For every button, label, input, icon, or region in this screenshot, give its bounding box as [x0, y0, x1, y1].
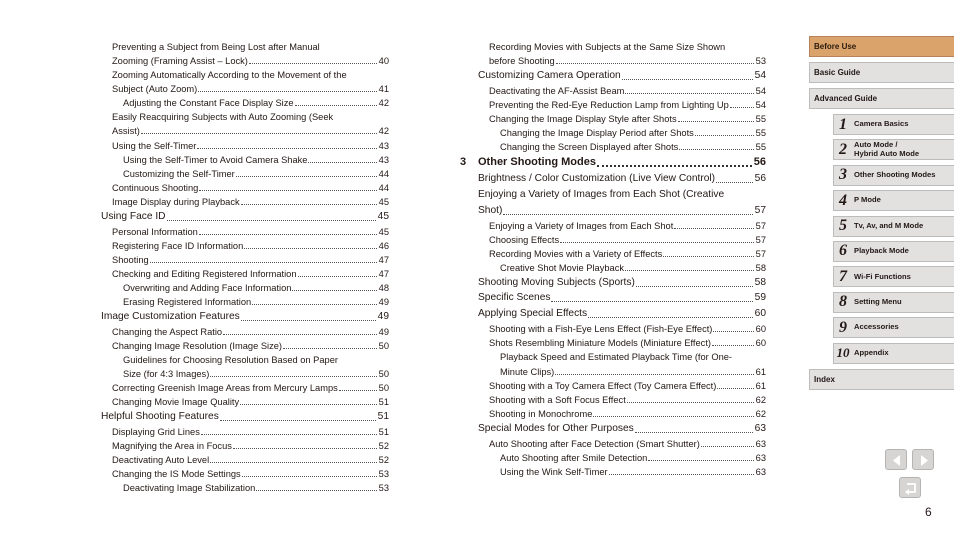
toc-entry-title: Brightness / Color Customization (Live View Control) [478, 173, 716, 185]
dot-leader [560, 242, 754, 243]
toc-page-number: 60 [754, 308, 766, 320]
toc-entry[interactable] [478, 233, 766, 247]
dot-leader [292, 290, 376, 291]
toc-page-number: 51 [378, 397, 389, 408]
toc-page-number: 62 [755, 408, 766, 419]
toc-entry[interactable] [478, 247, 766, 261]
dot-leader [555, 374, 753, 375]
toc-entry-title: Using the Self-Timer to Avoid Camera Shake [123, 154, 308, 165]
arrow-left-icon [886, 450, 908, 471]
toc-entry[interactable] [101, 339, 389, 353]
toc-entry-title: Changing the Image Display Period after Shots [500, 128, 694, 139]
nav-chapter-label: Camera Basics [854, 119, 909, 129]
toc-page-number: 54 [754, 69, 766, 81]
toc-page-number: 55 [755, 128, 766, 139]
toc-entry-title: Applying Special Effects [478, 308, 588, 320]
toc-entry[interactable] [460, 154, 766, 171]
nav-chapter-label: Wi-Fi Functions [854, 271, 911, 281]
toc-entry-title: Minute Clips) [500, 366, 555, 377]
toc-page-number: 45 [378, 196, 389, 207]
dot-leader [625, 93, 753, 94]
toc-page-number: 49 [378, 296, 389, 307]
toc-entry-title: Helpful Shooting Features [101, 410, 219, 422]
chapter-number: 3 [460, 156, 467, 169]
toc-entry-title: Changing Movie Image Quality [112, 397, 240, 408]
toc-entry[interactable] [478, 451, 766, 465]
toc-page-number: 62 [755, 394, 766, 405]
toc-entry[interactable] [101, 209, 389, 225]
dot-leader [283, 348, 377, 349]
toc-page-number: 42 [378, 98, 389, 109]
toc-entry-title: Creative Shot Movie Playback [500, 262, 625, 273]
toc-page-number: 40 [378, 56, 389, 67]
toc-page-number: 47 [378, 254, 389, 265]
dot-leader [249, 63, 377, 64]
toc-entry-title: Image Customization Features [101, 310, 240, 322]
toc-entry-title: Adjusting the Constant Face Display Size [123, 98, 294, 109]
toc-page-number: 49 [378, 326, 389, 337]
toc-entry[interactable] [101, 124, 389, 138]
toc-entry[interactable] [478, 364, 766, 378]
nav-chapter-10[interactable] [833, 343, 954, 364]
toc-page-number: 60 [755, 338, 766, 349]
toc-entry-title: Specific Scenes [478, 292, 551, 304]
dot-leader [220, 420, 376, 421]
chapter-number-icon: 4 [839, 191, 847, 209]
toc-page-number: 56 [753, 156, 766, 169]
toc-entry[interactable] [478, 379, 766, 393]
toc-entry[interactable] [101, 395, 389, 409]
toc-entry-title: Shooting in Monochrome [489, 408, 593, 419]
toc-page-number: 57 [755, 248, 766, 259]
toc-page-number: 48 [378, 282, 389, 293]
dot-leader [210, 376, 376, 377]
toc-page-number: 57 [755, 234, 766, 245]
dot-leader [339, 390, 377, 391]
toc-entry[interactable] [478, 98, 766, 112]
toc-entry-title: Correcting Greenish Image Areas from Mercury Lamps [112, 383, 338, 394]
dot-leader [242, 476, 377, 477]
toc-entry-title: Deactivating Image Stabilization [123, 483, 256, 494]
dot-leader [503, 214, 752, 215]
nav-chapter-label: P Mode [854, 195, 881, 205]
toc-entry[interactable] [478, 291, 766, 307]
toc-entry[interactable] [101, 253, 389, 267]
dot-leader [308, 162, 376, 163]
toc-page-number: 50 [378, 368, 389, 379]
toc-entry-title: Enjoying a Variety of Images from Each Shot [489, 220, 674, 231]
toc-entry[interactable] [101, 167, 389, 181]
toc-page-number: 46 [378, 240, 389, 251]
toc-page-number: 61 [755, 380, 766, 391]
dot-leader [625, 270, 754, 271]
toc-entry-title: Changing the IS Mode Settings [112, 469, 241, 480]
dot-leader [609, 474, 754, 475]
toc-entry-title: Shooting [112, 254, 149, 265]
toc-entry-text[interactable]: Recording Movies with Subjects at the Same Size Shown [489, 42, 726, 52]
toc-entry-title: Shooting with a Toy Camera Effect (Toy Camera Effect) [489, 380, 717, 391]
toc-page-number: 57 [754, 204, 766, 216]
toc-page-number: 63 [755, 452, 766, 463]
chapter-number-icon: 9 [839, 318, 847, 336]
dot-leader [167, 220, 376, 221]
dot-leader [551, 301, 752, 302]
toc-page-number: 44 [378, 168, 389, 179]
toc-entry-title: Assist) [112, 126, 140, 137]
toc-page-number: 49 [377, 310, 389, 322]
dot-leader [201, 434, 377, 435]
nav-chapter-label: Other Shooting Modes [854, 170, 936, 180]
dot-leader [241, 320, 376, 321]
toc-page-number: 43 [378, 154, 389, 165]
toc-entry-title: Shot) [478, 204, 503, 216]
toc-entry[interactable] [101, 239, 389, 253]
toc-page-number: 54 [755, 100, 766, 111]
toc-entry-title: Changing the Image Display Style after Shots [489, 114, 677, 125]
toc-entry-title: before Shooting [489, 56, 555, 67]
toc-entry[interactable] [478, 219, 766, 233]
toc-page-number: 50 [378, 383, 389, 394]
dot-leader [716, 182, 753, 183]
dot-leader [588, 317, 753, 318]
toc-page-number: 59 [754, 292, 766, 304]
toc-entry[interactable] [478, 336, 766, 350]
toc-entry-title: Using Face ID [101, 210, 166, 222]
toc-entry-title: Choosing Effects [489, 234, 560, 245]
toc-entry[interactable] [478, 322, 766, 336]
dot-leader [295, 105, 377, 106]
dot-leader [636, 286, 753, 287]
toc-entry[interactable] [101, 138, 389, 152]
toc-entry-title: Overwriting and Adding Face Information [123, 282, 292, 293]
toc-entry-title: Shots Resembling Miniature Models (Miniature Effect) [489, 338, 712, 349]
dot-leader [199, 190, 376, 191]
dot-leader [244, 248, 376, 249]
toc-entry[interactable] [478, 437, 766, 451]
toc-entry[interactable] [101, 195, 389, 209]
dot-leader [730, 107, 754, 108]
toc-page-number: 63 [755, 466, 766, 477]
toc-entry-text[interactable]: Preventing a Subject from Being Lost after Manual [112, 42, 320, 52]
toc-page-number: 53 [378, 469, 389, 480]
toc-entry[interactable] [478, 421, 766, 437]
dot-leader [717, 388, 753, 389]
chapter-number-icon: 7 [839, 267, 847, 285]
toc-entry[interactable] [101, 481, 389, 495]
chapter-number-icon: 10 [836, 345, 850, 361]
toc-entry[interactable] [478, 126, 766, 140]
toc-entry-title: Erasing Registered Information [123, 296, 252, 307]
dot-leader [141, 133, 377, 134]
toc-entry[interactable] [101, 453, 389, 467]
toc-entry[interactable] [478, 140, 766, 154]
toc-entry[interactable] [101, 367, 389, 381]
dot-leader [713, 331, 753, 332]
dot-leader [593, 416, 753, 417]
chapter-number-icon: 1 [839, 115, 847, 133]
nav-before-use[interactable]: Before Use [809, 36, 954, 57]
dot-leader [648, 460, 753, 461]
toc-entry-text[interactable]: Playback Speed and Estimated Playback Time (for One- [500, 352, 733, 363]
toc-right-column [460, 40, 766, 479]
nav-chapter-9[interactable] [833, 317, 954, 338]
dot-leader [597, 165, 752, 167]
page-number: 6 [925, 505, 932, 519]
chapter-number-icon: 6 [839, 242, 847, 260]
toc-page-number: 53 [378, 483, 389, 494]
chapter-number-icon: 2 [839, 140, 847, 158]
toc-entry[interactable] [101, 96, 389, 110]
toc-page-number: 55 [755, 142, 766, 153]
toc-entry-title: Auto Shooting after Face Detection (Smart Shutter) [489, 438, 700, 449]
toc-entry-title: Shooting with a Soft Focus Effect [489, 394, 626, 405]
toc-entry[interactable] [101, 467, 389, 481]
toc-page-number: 42 [378, 126, 389, 137]
toc-entry-title: Checking and Editing Registered Information [112, 268, 297, 279]
toc-entry[interactable] [101, 267, 389, 281]
next-page-button[interactable] [912, 449, 934, 470]
toc-page-number: 54 [755, 85, 766, 96]
toc-entry[interactable] [478, 275, 766, 291]
toc-entry[interactable] [478, 68, 766, 84]
nav-chapter-8[interactable] [833, 292, 954, 313]
toc-entry-title: Deactivating the AF-Assist Beam [489, 85, 625, 96]
chapter-number-icon: 3 [839, 166, 847, 184]
return-button[interactable] [899, 477, 921, 498]
dot-leader [298, 276, 377, 277]
toc-entry-text[interactable]: Guidelines for Choosing Resolution Based on Paper [123, 354, 338, 365]
toc-entry-title: Subject (Auto Zoom) [112, 84, 198, 95]
toc-entry-text[interactable]: Zooming Automatically According to the Movement of the [112, 70, 347, 81]
toc-entry-title: Continuous Shooting [112, 182, 199, 193]
toc-entry-title: Auto Shooting after Smile Detection [500, 452, 648, 463]
arrow-right-icon [913, 450, 935, 471]
toc-page-number: 53 [755, 56, 766, 67]
prev-page-button[interactable] [885, 449, 907, 470]
toc-entry[interactable] [478, 54, 766, 68]
toc-page-number: 52 [378, 455, 389, 466]
toc-page-number: 58 [754, 276, 766, 288]
toc-page-number: 51 [378, 426, 389, 437]
nav-chapter-5[interactable] [833, 216, 954, 237]
nav-chapter-label: Playback Mode [854, 246, 909, 256]
toc-page-number: 44 [378, 182, 389, 193]
dot-leader [695, 135, 754, 136]
toc-entry-title: Changing Image Resolution (Image Size) [112, 340, 283, 351]
nav-index[interactable]: Index [809, 369, 954, 390]
toc-page-number: 52 [378, 441, 389, 452]
dot-leader [241, 204, 377, 205]
toc-entry[interactable] [478, 407, 766, 421]
toc-entry-title: Customizing the Self-Timer [123, 168, 235, 179]
toc-entry[interactable] [478, 465, 766, 479]
toc-entry-title: Registering Face ID Information [112, 240, 244, 251]
toc-entry[interactable] [101, 295, 389, 309]
chapter-number-icon: 8 [839, 293, 847, 311]
toc-entry-title: Using the Self-Timer [112, 140, 197, 151]
chapter-number-icon: 5 [839, 217, 847, 235]
toc-entry[interactable] [478, 84, 766, 98]
return-icon [900, 478, 922, 499]
section-nav [809, 36, 954, 395]
nav-chapter-3[interactable] [833, 165, 954, 186]
toc-entry-text[interactable]: Easily Reacquiring Subjects with Auto Zooming (Seek [112, 112, 334, 123]
nav-chapter-1[interactable] [833, 114, 954, 135]
toc-entry[interactable] [101, 181, 389, 195]
dot-leader [701, 446, 754, 447]
nav-chapter-label: Auto Mode / Hybrid Auto Mode [854, 140, 920, 158]
toc-entry-title: Special Modes for Other Purposes [478, 422, 634, 434]
toc-entry-title: Preventing the Red-Eye Reduction Lamp from Lighting Up [489, 100, 729, 111]
dot-leader [556, 63, 754, 64]
toc-page-number: 51 [377, 410, 389, 422]
toc-entry-title: Changing the Screen Displayed after Shots [500, 142, 679, 153]
dot-leader [223, 334, 377, 335]
toc-entry-title: Changing the Aspect Ratio [112, 326, 223, 337]
toc-page-number: 63 [754, 422, 766, 434]
toc-page-number: 58 [755, 262, 766, 273]
toc-entry-title: Recording Movies with a Variety of Effects [489, 248, 663, 259]
dot-leader [635, 432, 753, 433]
toc-entry[interactable] [478, 306, 766, 322]
toc-entry-title: Zooming (Framing Assist – Lock) [112, 56, 248, 67]
toc-entry[interactable] [478, 112, 766, 126]
nav-advanced-guide[interactable]: Advanced Guide [809, 88, 954, 109]
nav-chapter-2[interactable] [833, 139, 954, 160]
toc-entry[interactable] [101, 54, 389, 68]
toc-entry-title: Using the Wink Self-Timer [500, 466, 608, 477]
toc-page-number: 61 [755, 366, 766, 377]
toc-entry[interactable] [101, 225, 389, 239]
dot-leader [674, 228, 753, 229]
dot-leader [198, 91, 376, 92]
toc-entry[interactable] [101, 439, 389, 453]
dot-leader [678, 121, 754, 122]
toc-entry-title: Magnifying the Area in Focus [112, 441, 232, 452]
nav-basic-guide[interactable]: Basic Guide [809, 62, 954, 83]
toc-entry[interactable] [101, 409, 389, 425]
dot-leader [150, 262, 377, 263]
toc-entry[interactable] [101, 153, 389, 167]
nav-chapter-label: Tv, Av, and M Mode [854, 220, 924, 230]
toc-entry-title: Personal Information [112, 226, 198, 237]
dot-leader [679, 149, 753, 150]
toc-entry[interactable] [478, 261, 766, 275]
toc-entry[interactable] [101, 425, 389, 439]
dot-leader [627, 402, 754, 403]
toc-entry-title: Customizing Camera Operation [478, 69, 621, 81]
dot-leader [256, 490, 376, 491]
toc-page-number: 41 [378, 84, 389, 95]
nav-chapter-4[interactable] [833, 190, 954, 211]
dot-leader [252, 304, 377, 305]
toc-entry-title: Displaying Grid Lines [112, 426, 200, 437]
toc-entry-title: Image Display during Playback [112, 196, 240, 207]
dot-leader [663, 256, 753, 257]
dot-leader [236, 176, 377, 177]
dot-leader [199, 234, 377, 235]
toc-page-number: 43 [378, 140, 389, 151]
toc-entry[interactable] [101, 281, 389, 295]
toc-entry-title: Size (for 4:3 Images) [123, 368, 210, 379]
toc-entry[interactable] [101, 309, 389, 325]
toc-entry-text[interactable]: Enjoying a Variety of Images from Each Shot (Creative [478, 189, 725, 201]
toc-entry[interactable] [101, 325, 389, 339]
nav-chapter-list [809, 114, 954, 364]
dot-leader [210, 462, 376, 463]
toc-entry-title: Shooting with a Fish-Eye Lens Effect (Fish-Eye Effect) [489, 324, 713, 335]
toc-page-number: 57 [755, 220, 766, 231]
toc-entry[interactable] [101, 381, 389, 395]
dot-leader [240, 404, 377, 405]
toc-entry-title: Shooting Moving Subjects (Sports) [478, 276, 635, 288]
nav-chapter-label: Appendix [854, 347, 889, 357]
toc-entry-title: Other Shooting Modes [478, 156, 596, 169]
toc-entry[interactable] [101, 82, 389, 96]
dot-leader [622, 79, 753, 80]
toc-entry-title: Deactivating Auto Level [112, 455, 210, 466]
dot-leader [712, 345, 754, 346]
toc-left-column [101, 40, 389, 495]
nav-chapter-label: Setting Menu [854, 296, 902, 306]
nav-chapter-6[interactable] [833, 241, 954, 262]
toc-page-number: 56 [754, 173, 766, 185]
nav-chapter-label: Accessories [854, 322, 899, 332]
toc-page-number: 45 [377, 210, 389, 222]
toc-page-number: 45 [378, 226, 389, 237]
toc-page-number: 63 [755, 438, 766, 449]
toc-entry[interactable] [478, 203, 766, 219]
dot-leader [197, 148, 376, 149]
toc-page-number: 60 [755, 324, 766, 335]
toc-page-number: 55 [755, 114, 766, 125]
toc-entry[interactable] [478, 171, 766, 187]
dot-leader [233, 448, 377, 449]
toc-page-number: 47 [378, 268, 389, 279]
toc-page-number: 50 [378, 340, 389, 351]
toc-entry[interactable] [478, 393, 766, 407]
nav-chapter-7[interactable] [833, 266, 954, 287]
